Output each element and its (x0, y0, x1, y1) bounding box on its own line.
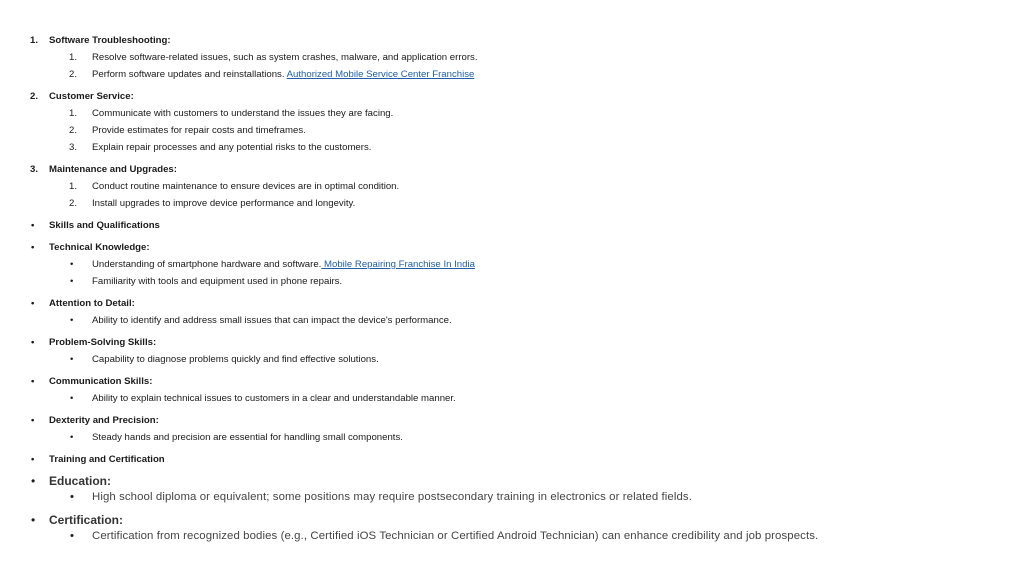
mobile-repairing-franchise-link[interactable]: Mobile Repairing Franchise In India (321, 259, 475, 270)
section-heading: Attention to Detail: (49, 298, 135, 309)
section-heading: Software Troubleshooting: (49, 35, 171, 46)
section-heading: Certification: (49, 513, 124, 527)
document-page: 1. Software Troubleshooting: 1. Resolve software-related issues, such as system crashes, malware, and application errors. 2. Perform software updates and reinstallations. Authorized Mobile Service Center Franchise 2. Customer Service: 1. Communicate with customers to understand the issues they are facing. 2. Provide estimates for repair costs and timeframes. 3. Explain repair processes and any potential risks to the customers. 3. Maintenance and Upgrades: 1. Conduct routine maintenance to ensure devices are in optimal condition. 2. Install upgrades to improve device performance and longevity. • Skills and Qualifications • Technical Knowledge: • Understanding of smartphone hardware and software. Mobile Repairing Franchise In India • Familiarity with tools and equipment used in phone repairs. • Attention to Detail: • Ability to identify and address small issues that can impact the device's performance. • Problem-Solving Skills: • Capability to diagnose problems quickly and find effective solutions. • Communication Skills: • Ability to explain technical issues to customers in a clear and understandable manner. • Dexterity and Precision: • Steady hands and precision are essential for handling small components. • Training and Certification • Education: • High school diploma or equivalent; some positions may require postsecondary training in electronics or related fields. • Certification: • Certification from recognized bodies (e.g., Certified iOS Technician or Certified Android Technician) can enhance credibility and job prospects. (30, 35, 819, 542)
section-heading: Dexterity and Precision: (49, 415, 159, 426)
section-heading: Problem-Solving Skills: (49, 337, 157, 348)
section-heading: Education: (49, 474, 111, 488)
section-heading: Communication Skills: (49, 376, 153, 387)
section-heading: Customer Service: (49, 91, 134, 102)
section-heading: Technical Knowledge: (49, 242, 150, 253)
section-heading: Skills and Qualifications (49, 220, 160, 231)
franchise-link[interactable]: Authorized Mobile Service Center Franchise (286, 69, 475, 80)
section-heading: Training and Certification (49, 454, 165, 465)
section-heading: Maintenance and Upgrades: (49, 164, 177, 175)
